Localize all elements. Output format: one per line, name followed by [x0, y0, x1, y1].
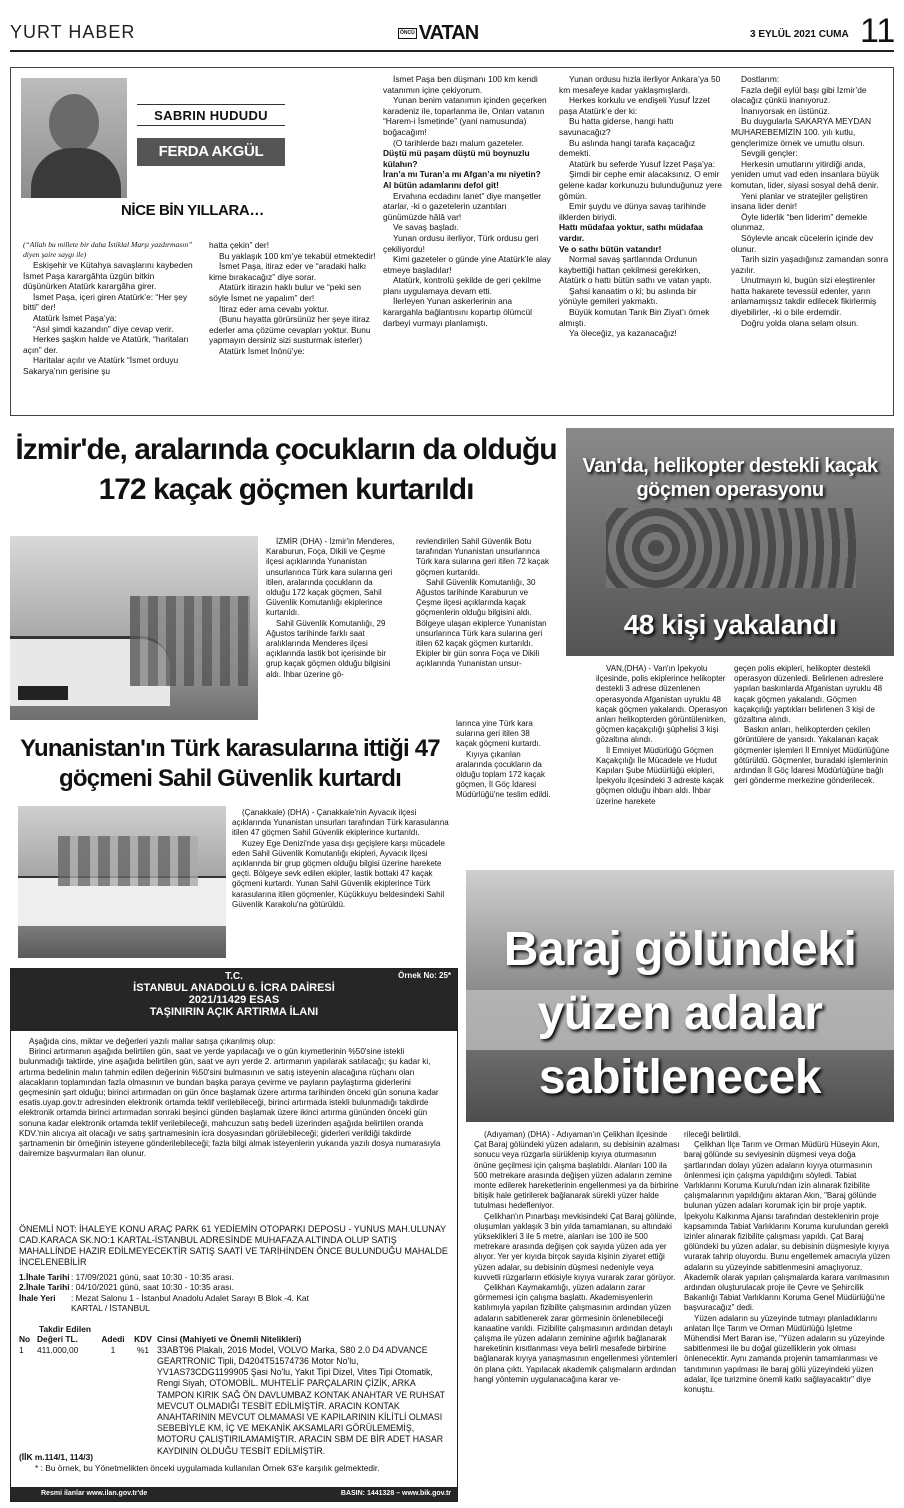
table-header-cell: No [19, 1334, 31, 1345]
paragraph: Çelikhan İlçe Tarım ve Orman Müdürü Hüseyin Akın, baraj gölünde su seviyesinin düşmesi veya doğa şartlarından dolayı yüzen adaların kıyıya oturmasının önlenmesi için çalışma yapıldığını söyledi. Tabiat Varlıklarını Koruma Kurulu'ndan izin alınarak fizibilite çalışmalarının yapıldığını aktaran Akın, "Baraj gölünde bulunan yüzen adaları korumak için bir proje yaptık. İpekyolu Kalkınma Ajansı tarafından desteklenirin proje kapsamında Tabiat Varlıklarını Koruma kurulundan gerekli izinler alınarak fizibilite çalışması yapıldı. Çat Baraj gölündeki bu yüzen adalar, su debisinin düşmesiyle kıyıya vurarak tahrip oluyordu. Bunu engellemek amacıyla yüzen adaların su yüzeyinde sabitlenmesini amaçlıyoruz. Akademik olarak yapılan çalışmalarda karara varılmasının ardından oluşturulacak proje ile Çevre ve Şehircilik Bakanlığı Tabiat Varlıklarını Koruma Genel Müdürlüğü'ne başvuracağız" dedi. [684, 1140, 890, 1313]
paragraph: Doğru yolda olana selam olsun. [741, 317, 859, 328]
yunan-headline: Yunanistan'ın Türk karasularına ittiği 47 göçmeni Sahil Güvenlik kurtardı [20, 735, 440, 792]
table-caption: Takdir Edilen [39, 1324, 91, 1334]
author-body-shape [31, 148, 121, 198]
paragraph: Dostlarım: [741, 74, 780, 84]
column-headline: NİCE BİN YILLARA… [121, 202, 264, 219]
table-header-cell: Adedi [101, 1334, 125, 1345]
paragraph: İsmet Paşa, itiraz eder ve “aradaki halkı kime bırakacağız” diye sorar. [209, 261, 367, 282]
paragraph: Kıyıya çıkarılan aralarında çocukların da olduğu toplam 172 kaçak göçmen, İl Göç İdaresi Müdürlüğü'ne teslim edildi. [456, 749, 551, 800]
van-col-1 [596, 664, 728, 807]
paragraph: rileceği belirtildi. [684, 1130, 741, 1139]
cell-kdv: %1 [136, 1344, 150, 1355]
notice-title: TAŞINIRIN AÇIK ARTIRMA İLANI [149, 1006, 319, 1018]
paragraph: Herkesin umutlarını yitirdiği anda, yeniden umut vad eden insanlara büyük komutan, lider, siyasi sosyal dehâ denir. [731, 158, 880, 190]
paragraph: İZMİR (DHA) - İzmir'in Menderes, Karaburun, Foça, Dikili ve Çeşme ilçesi açıklarında Yunanistan unsurlarınca Türk kara sularına geri itilen, aralarında çocukların da olduğu 172 kaçak göçmen, Sahil Güvenlik Komutanlığı ekiplerince kurtarıldı. [266, 537, 395, 618]
baraj-col-2 [684, 1130, 890, 1395]
paragraph: Herkes şaşkın halde ve Atatürk, “haritaları açın” der. [23, 334, 189, 355]
izmir-col-1 [266, 537, 398, 680]
paragraph: Atatürk itirazın haklı bulur ve “peki sen söyle İsmet ne yapalım” der! [209, 282, 361, 303]
izmir-headline: İzmir'de, aralarında çocukların da olduğu 172 kaçak göçmen kurtarıldı [15, 433, 557, 506]
paragraph: Sevgili gençler: [741, 148, 798, 159]
table-header-row [19, 1334, 451, 1344]
author-photo [21, 78, 127, 198]
paragraph: (Çanakkale) (DHA) - Çanakkale'nin Ayvacık ilçesi açıklarında Yunanistan unsurları tarafından Türk karasularına itilen 47 göçmen Sahil Güvenlik ekiplerince kurtarıldı. [232, 808, 449, 838]
column-text-1 [23, 260, 199, 377]
izmir-col-2a [416, 537, 552, 670]
cell-value: 411.000,00 [37, 1344, 79, 1355]
paragraph: Unutmayın ki, bugün sizi eleştirenler hatta hakarete tevessül edenler, yarın anlamamışsız takdir edilecek fikirlermiş diyebilirler, -ki o bile erdemdir. [731, 275, 877, 318]
legal-notice [10, 968, 458, 1502]
paragraph: Bu aslında hangi tarafa kaçacağız demekti. [559, 137, 696, 159]
ihale-yeri-value: : Mezat Salonu 1 - İstanbul Anadolu Adalet Sarayı B Blok -4. Kat KARTAL / İSTANBUL [71, 1292, 309, 1314]
logo [398, 22, 478, 44]
column-epigraph: (“Allah bu millete bir daha İstiklal Marşı yazdırmasın” diyen şaire saygı ile) [23, 240, 193, 259]
table-header-cell: Cinsi (Mahiyeti ve Önemli Nitelikleri) [157, 1334, 302, 1345]
notice-case: 2021/11429 ESAS [188, 994, 280, 1006]
paragraph: Aşağıda cins, miktar ve değerleri yazılı mallar satışa çıkarılmış olup: [29, 1037, 276, 1046]
paragraph: Yunan ordusu ilerliyor, Türk ordusu geri çekiliyordu! [383, 232, 539, 254]
van-photo [566, 428, 894, 656]
notice-dates [19, 1272, 451, 1314]
crew-shape [58, 836, 198, 886]
column-title-box [137, 104, 285, 126]
column-title: SABRIN HUDUDU [154, 108, 268, 123]
people-shape [130, 596, 250, 686]
issue-date: 3 EYLÜL 2021 CUMA [750, 29, 849, 40]
logo-text: VATAN [418, 21, 479, 44]
notice-footnote: * : Bu örnek, bu Yönetmelikten önceki uygulamada kullanılan Örnek 63'e karşılık gelmektedir. [35, 1463, 380, 1473]
paragraph: Yeni planlar ve stratejiler geliştiren insana lider denir! [731, 190, 868, 212]
paragraph: Atatürk, kontrolü şekilde de geri çekilme planı uygulamaya devam etti. [383, 275, 542, 296]
cell-qty: 1 [110, 1344, 116, 1355]
paragraph: Herkes korkulu ve endişeli Yusuf İzzet paşa Atatürk’e der ki: [559, 95, 710, 116]
opinion-column [10, 67, 894, 416]
section-title: YURT HABER [10, 22, 136, 42]
paragraph: Yunan benim vatanımın içinden geçerken karadeniz ile, toparlanma ile, Onları vatanın “Harem-i İsmetinde” (yani namusunda) boğacağım! [383, 95, 547, 137]
author-head-shape [49, 94, 99, 152]
paragraph: Ve savaş başladı. [393, 222, 459, 233]
paragraph: İlerleyen Yunan askerlerinin ana karargahla bağlantısını kopartıp ölümcül darbeyi vurmayı planlamıştı. [383, 296, 532, 328]
boat-label [18, 686, 68, 700]
yunan-body [232, 808, 454, 910]
van-photo-people [606, 508, 856, 588]
van-photo-caption: 48 kişi yakalandı [623, 609, 837, 640]
paragraph: Al bütün adamlarını defol git! [383, 179, 499, 190]
ihale2-label: 2.İhale Tarihi [19, 1282, 70, 1293]
paragraph: Bu hatta giderse, hangi hattı savunacağız? [559, 116, 674, 137]
paragraph: Sahil Güvenlik Komutanlığı, 30 Ağustos tarihinde Karaburun ve Çeşme ilçesi açıklarında kaçak göçmenlerin olduğu bilgisini aldı. Bölgeye ulaşan ekiplerce Yunanistan unsurlarınca Türk kara sularına geri itilen 62 kaçak göçmen kurtarıldı. Ekipler bir gün sonra Foça ve Dikili açıklarında Yunanistan unsur- [416, 577, 547, 669]
izmir-photo [10, 536, 258, 720]
ihale1-label: 1.İhale Tarihi [19, 1272, 70, 1282]
cell-desc: 33ABT96 Plakalı, 2016 Model, VOLVO Marka, S80 2.0 D4 ADVANCE GEARTRONIC Tipli, D4204T51574736 Motor No'lu, YV1AS73CDG1199905 Şasi No'lu, Yakıt Tipi Dizel, Vites Tipi Otomatik, Rengi Siyah, OTOMOBİL. MUHTELİF PARÇALARIN ÇİZİK, ARKA TAMPON KIRIK SAĞ ÖN DAVLUMBAZ KONTAK ANAHTAR VE RUHSAT MEVCUT OLMADIĞI TESBİT EDİLMİŞTİR. ARACIN KONTAK ANAHTARININ MEVCUT OLMAMASI VE KAPILARININ KİLİTLİ OLMASI SEBEBİYLE KM, İÇ VE MEKANİK AKSAMLARI GÖRÜLEMEMİŞ, MOTORU ÇALIŞTIRILAMAMIŞTIR. ARACIN SBM DE BİR ADET HASAR KAYDININ OLDUĞU TESBİT EDİLMİŞTİR. [157, 1344, 445, 1456]
paragraph: Kimi gazeteler o günde yine Atatürk’le alay etmeye başladılar! [383, 254, 551, 275]
notice-footer [11, 1487, 457, 1501]
paragraph: İl Emniyet Müdürlüğü Göçmen Kaçakçılığı İle Mücadele ve Hudut Kapıları Şube Müdürlüğü ekipleri, İpekyolu ilçesindeki 3 adreste kaçak göçmen olduğu ihbarı aldı. İhbar üzerine harekete [596, 745, 724, 806]
paragraph: Bu duygularla SAKARYA MEYDAN MUHAREBEMİZİN 100. yılı kutlu, gençlerimize örnek ve umutlu olsun. [731, 116, 872, 148]
paragraph: İsmet Paşa ben düşmanı 100 km kendi vatanımın içine çekiyorum. [383, 74, 538, 95]
paragraph: Düştü mü paşam düştü mü boynuzlu külahın? [383, 148, 530, 169]
notice-header [11, 969, 457, 1031]
paragraph: Normal savaş şartlarında Ordunun kaybettiği hattan çekilmesi gerekirken, Atatürk o hattı bütün sathı ve vatan yaptı. [559, 254, 712, 286]
paragraph: Ya öleceğiz, ya kazanacağız! [569, 328, 677, 339]
paragraph: (Adıyaman) (DHA) - Adıyaman'ın Çelikhan ilçesinde Çat Baraj gölündeki yüzen adaların, su debisinin azalması sonucu veya rüzgarla sürüklenip kıyıya oturmasının önüne geçilmesi için çalışma başlatıldı. Alanları 100 ila 500 metrekare arasında değişen yüzen adaların zemine monte edilerek hareketlerinin engellenmesi ya da birbirine bitişik hale getirilerek bağlanarak sürekli yüzer halde tutulması hedefleniyor. [474, 1130, 680, 1211]
ihale2-value: : 04/10/2021 günü, saat 10:30 - 10:35 arası. [71, 1282, 234, 1293]
paragraph: İnanıyorsak en üstünüz. [741, 105, 830, 116]
van-col-2 [734, 664, 890, 786]
cell-no: 1 [19, 1344, 24, 1355]
paragraph: Kuzey Ege Denizi'nde yasa dışı geçişlere karşı mücadele eden Sahil Güvenlik Komutanlığı ekipleri, Ayvacık ilçesi açıklarında bir grup göçmen olduğu bilgisi üzerine harekete geçti. Bölgeye sevk edilen ekipler, lastik bottaki 47 kaçak göçmeni kurtardı. Yunan Sahil Güvenlik ekiplerince Türk karasularına itilen göçmenler, Küçükkuyu beldesindeki Sahil Güvenlik Karakolu'na götürüldü. [232, 838, 445, 909]
notice-example-no: Örnek No: 25* [398, 971, 451, 980]
paragraph: Söylevle ancak cücelerin içinde dev olunur. [731, 232, 874, 254]
paragraph: Tarih sizin yaşadığınız zamandan sonra yazılır. [731, 254, 889, 275]
paragraph: (O tarihlerde bazı malum gazeteler. [393, 137, 524, 148]
paragraph: Yunan ordusu hızla ilerliyor Ankara’ya 50 km mesafeye kadar yaklaşmışlardı. [559, 74, 721, 95]
paragraph: larınca yine Türk kara sularına geri itilen 38 kaçak göçmeni kurtardı. [456, 719, 541, 749]
paragraph: İtiraz eder ama cevabı yoktur. [219, 303, 329, 314]
paragraph: Şahsi kanaatim o ki; bu aslında bir yönüyle gemileri yakmaktı. [559, 285, 697, 307]
paragraph: Büyük komutan Tarık Bin Ziyat’ı örnek almıştı. [559, 307, 710, 328]
page-number: 11 [860, 12, 896, 50]
izmir-col-2b [456, 719, 552, 801]
paragraph: Atatürk İsmet İnönü’ye: [219, 345, 305, 356]
paragraph: Çelikhan Kaymakamlığı, yüzen adaların zarar görmemesi için çalışma başlattı. Akademisyenlerin katılımıyla yapılan fizibilite çalışmasının ardından yüzen adaların sabitlenerek zarar görmesinin önlenebileceği kanaatine varıldı. Fizibilite çalışmasının ardından detaylı çalışma ile yüzen adaların zeminine ağırlık bağlanarak hareketinin kısıtlanması veya belirli mesafede birbirine bağlanarak kıyıya yanaşmasının engellenmesi yöntemleri ön plana çıktı. Yapılacak akademik çalışmaların ardından hangi yöntemin uygulanacağına karar ve- [474, 1283, 678, 1384]
notice-footer-right: BASIN: 1441328 – www.bik.gov.tr [340, 1490, 451, 1497]
notice-table [19, 1324, 451, 1457]
paragraph: Eskişehir ve Kütahya savaşlarını kaybeden İsmet Paşa karargâhta üzgün bitkin düşünürken Atatürk karargâha girer. [23, 260, 193, 292]
paragraph: hatta çekin” der! [209, 240, 270, 250]
ihale-yeri-label: İhale Yeri [19, 1292, 56, 1303]
masthead [0, 0, 904, 60]
paragraph: revlendirilen Sahil Güvenlik Botu tarafından Yunanistan unsurlarınca Türk kara sularına geri itilen 72 kaçak göçmen kurtarıldı. [416, 537, 549, 577]
paragraph: İran’a mı Turan’a mı Afgan’a mı niyetin? [383, 169, 541, 180]
paragraph: Atatürk bu seferde Yusuf İzzet Paşa’ya: [569, 158, 716, 169]
notice-court: İSTANBUL ANADOLU 6. İCRA DAİRESİ [133, 982, 335, 994]
paragraph: Ve o sathı bütün vatandır! [559, 243, 662, 254]
paragraph: Hattı müdafaa yoktur, sathı müdafaa vardır. [559, 222, 703, 243]
notice-body [19, 1037, 451, 1159]
column-text-2 [209, 240, 377, 357]
paragraph: Öyle liderlik “ben liderim” demekle olunmaz. [731, 211, 868, 233]
column-text-5 [731, 74, 891, 328]
author-name: FERDA AKGÜL [158, 143, 264, 160]
paragraph: Baskın anları, helikopterden çekilen görüntülere de yansıdı. Yakalanan kaçak göçmenler işlemleri İl Emniyet Müdürlüğüne götürüldü. Göçmenler, buradaki işlemlerinin ardından İl Göç İdaresi Müdürlüğüne bağlı geri gönderme merkezine gönderilecek. [734, 725, 890, 786]
paragraph: İsmet Paşa, içeri giren Atatürk’e: “Her şey bitti” der! [23, 291, 188, 313]
van-headline: Van'da, helikopter destekli kaçak göçmen operasyonu [582, 455, 878, 501]
paragraph: Fazla değil eylül başı gibi İzmir’de olacağız çünkü inanıyoruz. [731, 84, 867, 106]
paragraph: (Bunu hayatta görürsünüz her şeye itiraz ederler ama çözüme cevapları yoktur. Bunu yapmayın dersiniz sizi susturmak isterler) [209, 314, 371, 346]
notice-ref: (İİK m.114/1, 114/3) [19, 1452, 94, 1462]
paragraph: Ervahına ecdadını lanet” diye manşetler atarlar, -ki o gazetelerin uzantıları günümüzde hâlâ var! [383, 190, 542, 222]
paragraph: Yüzen adaların su yüzeyinde tutmayı planladıklarını anlatan İlçe Tarım ve Orman Müdürlüğü İşletme Mühendisi Mert Baran ise, "Yüzen adaların su yüzeyinde sabitlenmesi ile bu doğal güzelliklerin yok olması önlenecektir. Aynı zamanda projenin tamamlanması ve tanıtımının yapılması ile baraj gölü yüzeyindeki yüzen adalar, ilçe turizmine önemli katkı sağlayacaktır" diye konuştu. [684, 1313, 885, 1395]
baraj-col-1 [474, 1130, 680, 1385]
paragraph: Çelikhan'ın Pınarbaşı mevkisindeki Çat Baraj gölünde, oluşumları yaklaşık 3 bin yılda tamamlanan, su altındaki yükseklikleri 3 ile 5 metre, alanları ise 100 ile 500 metrekare arasında değişen çok sayıda yüzen ada yer alıyor. Yer yer kıyıda birçok sayıda kişinin ziyaret ettiği yüzen adalar, su debisinin düşmesi nedeniyle veya kuvvetli rüzgarların etkisiyle kıyıya vurarak zarar görüyor. [474, 1211, 677, 1282]
table-header-cell: Değeri TL. [37, 1334, 78, 1345]
column-text-4 [559, 74, 723, 339]
column-text-3 [383, 74, 551, 328]
ihale1-value: : 17/09/2021 günü, saat 10:30 - 10:35 arası. [71, 1272, 234, 1282]
logo-badge: ÖNCÜ [398, 28, 417, 39]
paragraph: Emir şuydu ve dünya savaş tarihinde ilklerden biriydi. [559, 201, 706, 222]
paragraph: Bu yaklaşık 100 km’ye tekabül etmektedir! [219, 250, 376, 261]
notice-important-note: ÖNEMLİ NOT: İHALEYE KONU ARAÇ PARK 61 YEDİEMİN OTOPARKI DEPOSU - YUNUS MAH.ULUNAY CAD.KARACA SK.NO:1 KARTAL-İSTANBUL ADRESİNDE MUHAFAZA ALTINDA OLUP SATIŞ MAHALLİNDE HAZIR EDİLMEYECEKTİR SATIŞ SAATİ VE TARİHİNDEN ÖNCE BULUNDUĞU MAHALDE İNCELENEBİLİR [19, 1224, 448, 1267]
paragraph: geçen polis ekipleri, helikopter destekli operasyon düzenledi. Belirlenen adreslere yapılan baskınlarda Afganistan uyruklu 48 kaçak göçmen yakalandı. Göçmen kaçakçılığı yaptıkları belirlenen 3 kişi de gözaltına alındı. [734, 664, 884, 725]
paragraph: Sahil Güvenlik Komutanlığı, 29 Ağustos tarihinde farklı saat aralıklarında Menderes ilçesi açıklarında lastik bot içerisinde bir grup kaçak göçmen olduğu bilgisini aldı. İhbar üzerine gö- [266, 618, 391, 679]
paragraph: Birinci artırmanın aşağıda belirtilen gün, saat ve yerde yapılacağı ve o gün kıymetlerinin %50'sine istekli bulunmadığı taktirde, yine aşağıda belirtilen gün, saat ve ayrı yerde 2. artırmanın yapılarak satılacağı; şu kadar ki, artırma bedelinin malın tahmin edilen değerinin %50'sini bulmasının ve satış isteyenin alacağına rüçhanı olan alacakların toplamından fazla olmasının ve bundan başka paraya çevirme ve payların paylaştırma giderlerini geçmesinin şart olduğu; birinci artırmadan on gün önce başlamak üzere artırma tarihinden önceki gün sonuna kadar esatis.uyap.gov.tr adresinden elektronik ortamda teklif verilebileceği, birinci artırmada istekli bulunmadığı takdirde elektronik ortamda birinci artırmadan sonraki beşinci günden başlamak üzere ikinci artırma gününden önceki gün sonuna kadar elektronik ortamda teklif verilebileceği, mahcuzun satış bedeli üzerinden aşağıda belirtilen oranda KDV.'nin alıcıya ait olacağı ve satış şartnamesinin icra dosyasından görülebileceği; giderleri verildiği takdirde şartnamenin bir örneğinin isteyene gönderilebileceği; fazla bilgi almak isteyenlerin yukarıda yazılı dosya numarasıyla dairemize başvurmaları ilan olunur. [19, 1047, 441, 1159]
paragraph: “Asıl şimdi kazandın” diye cevap verir. [33, 323, 174, 334]
baraj-headline: Baraj gölündeki yüzen adalar sabitlenecek [503, 923, 857, 1104]
table-header-cell: KDV [134, 1334, 152, 1345]
paragraph: Şimdi bir cephe emir alacaksınız. O emir gelene kadar korkunuzu bulunduğunuz yere gömün. [559, 169, 722, 201]
paragraph: Haritalar açılır ve Atatürk “İsmet orduyu Sakarya’nın gerisine şu [23, 355, 179, 376]
masthead-rule [10, 50, 894, 52]
paragraph: Atatürk İsmet Paşa’ya: [33, 312, 117, 323]
baraj-photo [466, 870, 894, 1122]
notice-footer-left: Resmi ilanlar www.ilan.gov.tr'de [41, 1490, 148, 1497]
paragraph: VAN,(DHA) - Van'ın İpekyolu ilçesinde, polis ekiplerince helikopter destekli 3 adrese düzenlenen operasyonda Afganistan uyruklu 48 kaçak göçmen yakalandı. Operasyon anları helikopterden görüntülenirken, göçmen kaçakçılığı şüphelisi 3 kişi gözaltına alındı. [596, 664, 728, 745]
table-row [19, 1345, 451, 1457]
author-banner [137, 138, 285, 166]
yunan-photo [18, 806, 226, 958]
notice-org: T.C. [225, 971, 243, 982]
